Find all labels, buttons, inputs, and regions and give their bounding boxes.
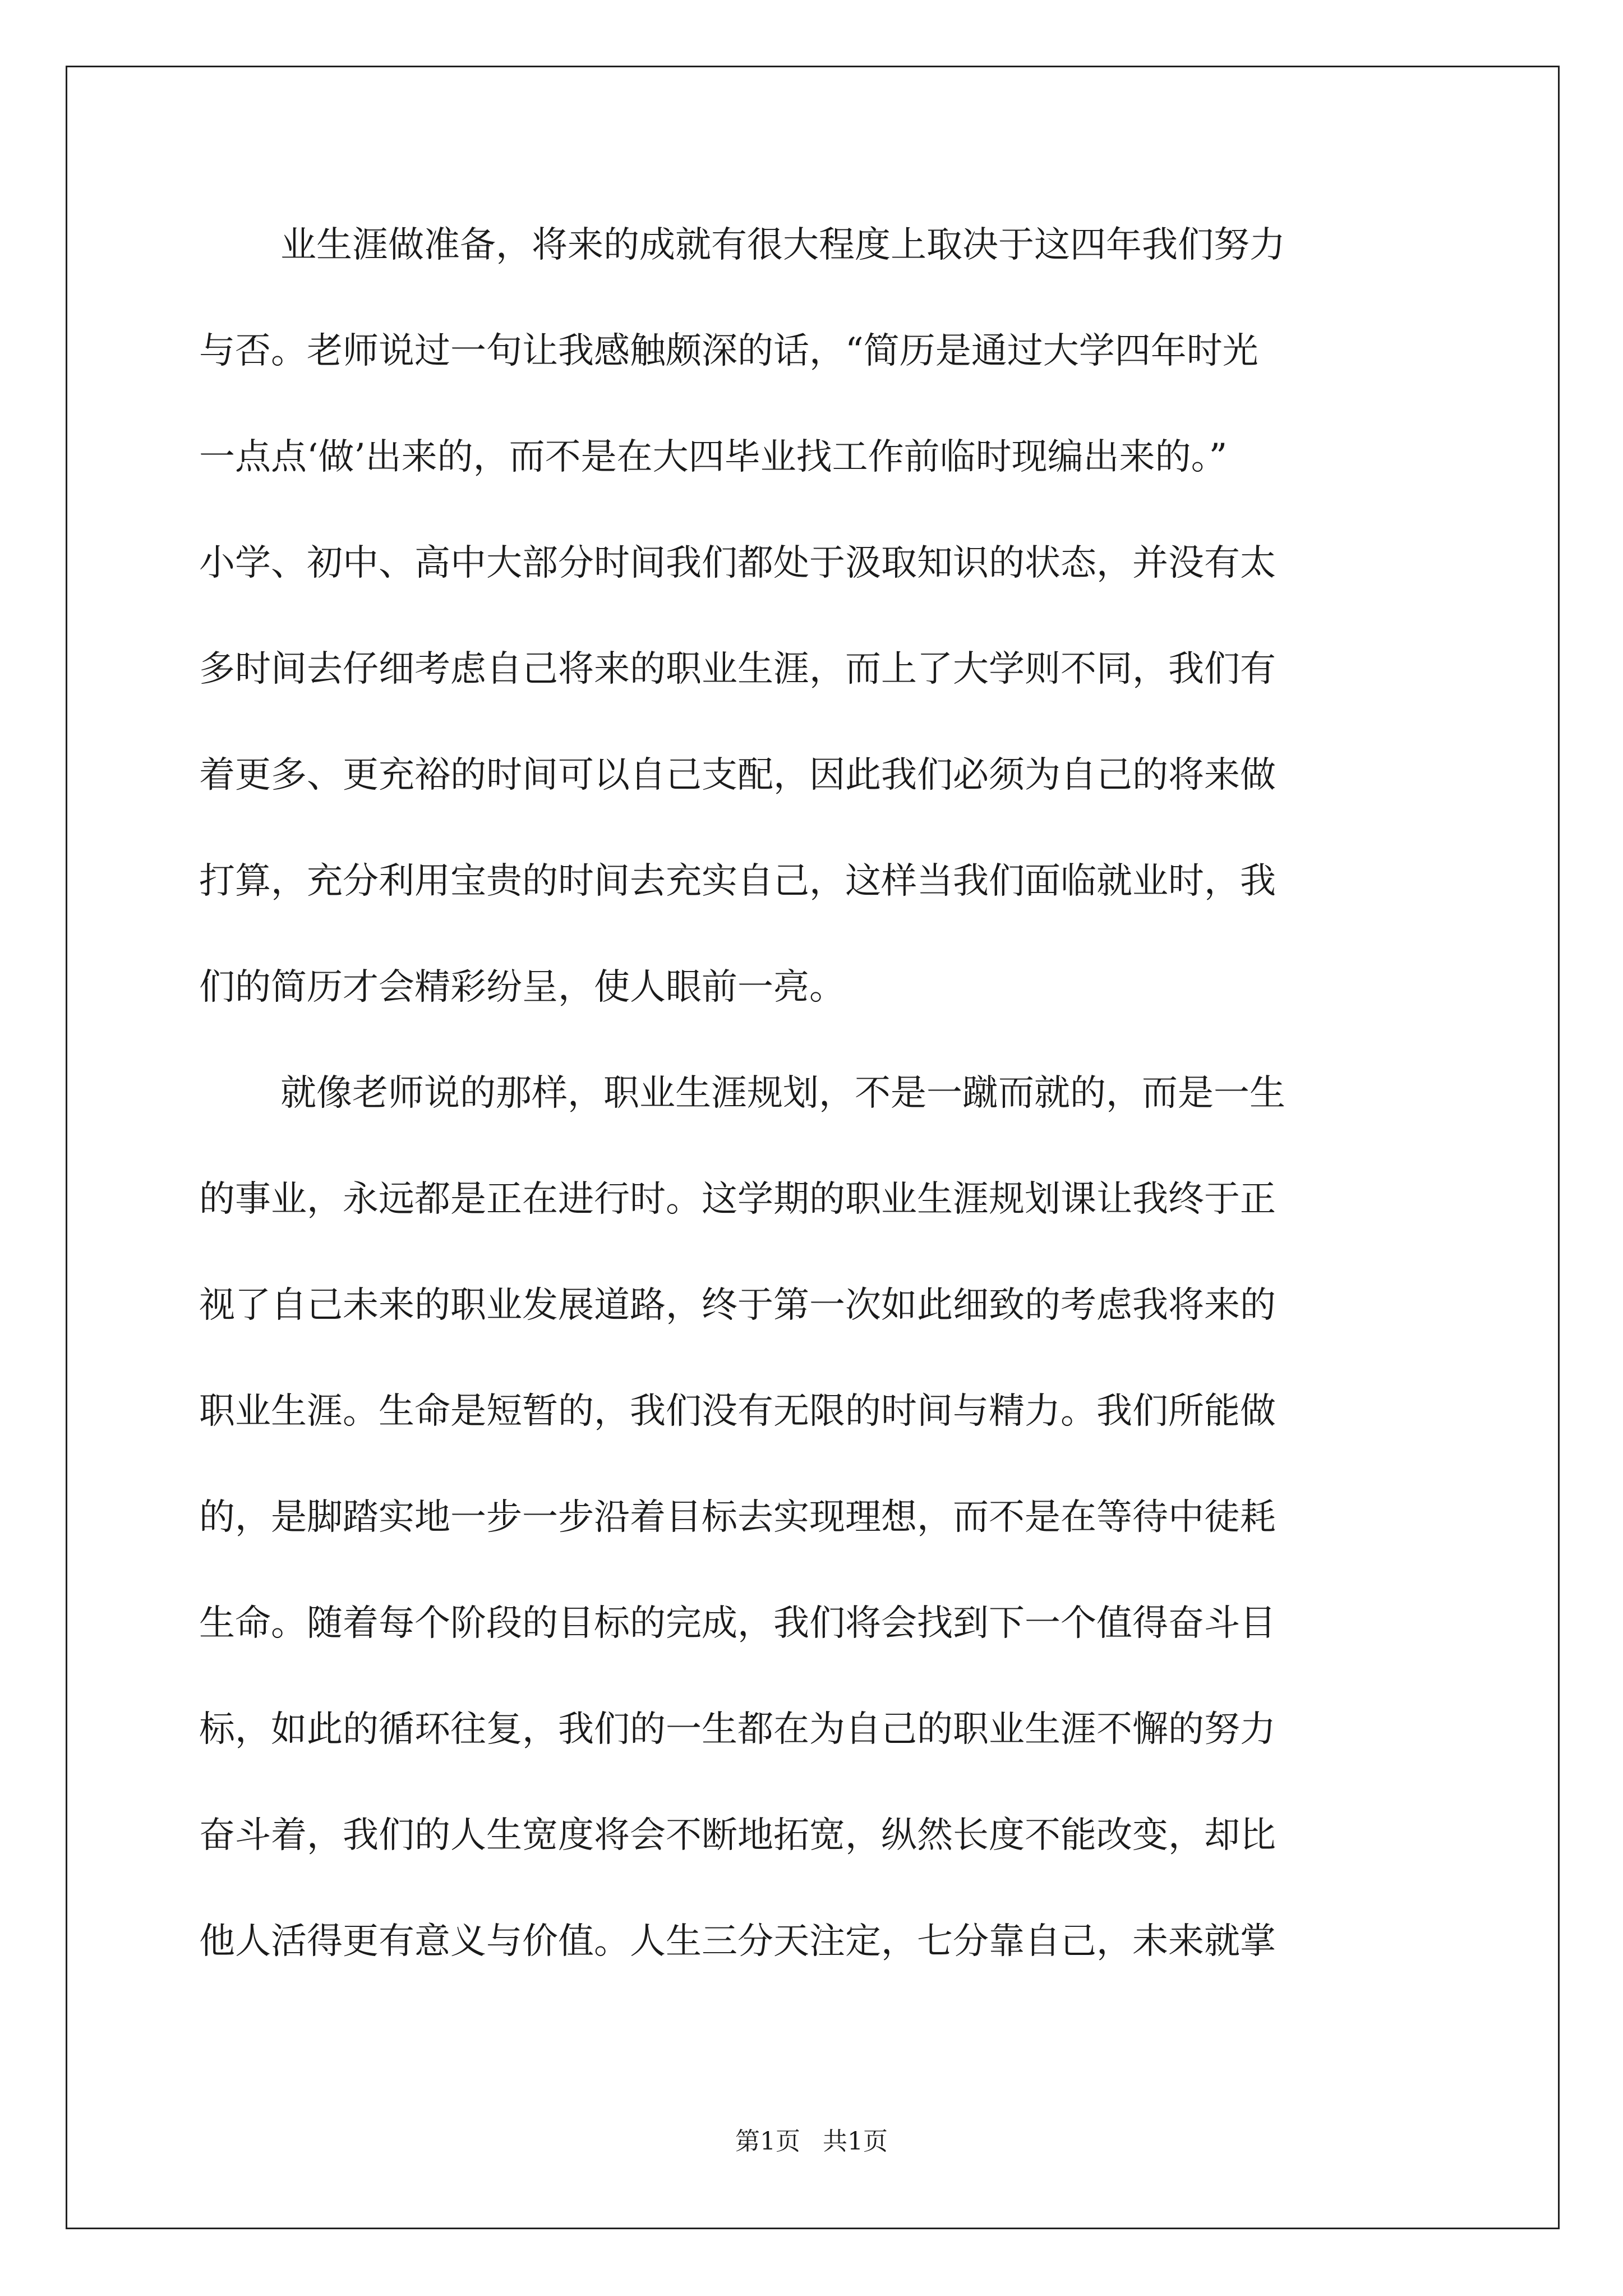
paragraph-line: 生命。随着每个阶段的目标的完成，我们将会找到下一个值得奋斗目 — [199, 1603, 1276, 1644]
paragraph-line: 多时间去仔细考虑自己将来的职业生涯，而上了大学则不同，我们有 — [199, 648, 1276, 690]
paragraph-line: 就像老师说的那样，职业生涯规划，不是一蹴而就的，而是一生 — [280, 1073, 1285, 1114]
paragraph-line: 业生涯做准备，将来的成就有很大程度上取决于这四年我们努力 — [280, 224, 1285, 266]
paragraph-line: 标，如此的循环往复，我们的一生都在为自己的职业生涯不懈的努力 — [199, 1709, 1276, 1750]
paragraph-line: 着更多、更充裕的时间可以自己支配，因此我们必须为自己的将来做 — [199, 754, 1276, 796]
paragraph-line: 与否。老师说过一句让我感触颇深的话，“简历是通过大学四年时光 — [199, 330, 1258, 372]
paragraph-line: 一点点‘做’出来的，而不是在大四毕业找工作前临时现编出来的。” — [199, 436, 1228, 478]
paragraph-line: 的，是脚踏实地一步一步沿着目标去实现理想，而不是在等待中徒耗 — [199, 1497, 1276, 1538]
paragraph-line: 小学、初中、高中大部分时间我们都处于汲取知识的状态，并没有太 — [199, 542, 1276, 584]
page-border — [66, 66, 1560, 2229]
paragraph-line: 职业生涯。生命是短暂的，我们没有无限的时间与精力。我们所能做 — [199, 1391, 1276, 1432]
paragraph-line: 打算，充分利用宝贵的时间去充实自己，这样当我们面临就业时，我 — [199, 861, 1276, 902]
paragraph-line: 的事业，永远都是正在进行时。这学期的职业生涯规划课让我终于正 — [199, 1179, 1276, 1220]
paragraph-line: 视了自己未来的职业发展道路，终于第一次如此细致的考虑我将来的 — [199, 1285, 1276, 1326]
paragraph-line: 他人活得更有意义与价值。人生三分天注定，七分靠自己，未来就掌 — [199, 1921, 1276, 1962]
paragraph-line: 奋斗着，我们的人生宽度将会不断地拓宽，纵然长度不能改变，却比 — [199, 1815, 1276, 1856]
page-total: 共1页 — [823, 2127, 888, 2156]
page-number: 第1页 — [735, 2127, 800, 2156]
page-footer — [0, 2125, 1623, 2159]
paragraph-line: 们的简历才会精彩纷呈，使人眼前一亮。 — [199, 967, 845, 1008]
